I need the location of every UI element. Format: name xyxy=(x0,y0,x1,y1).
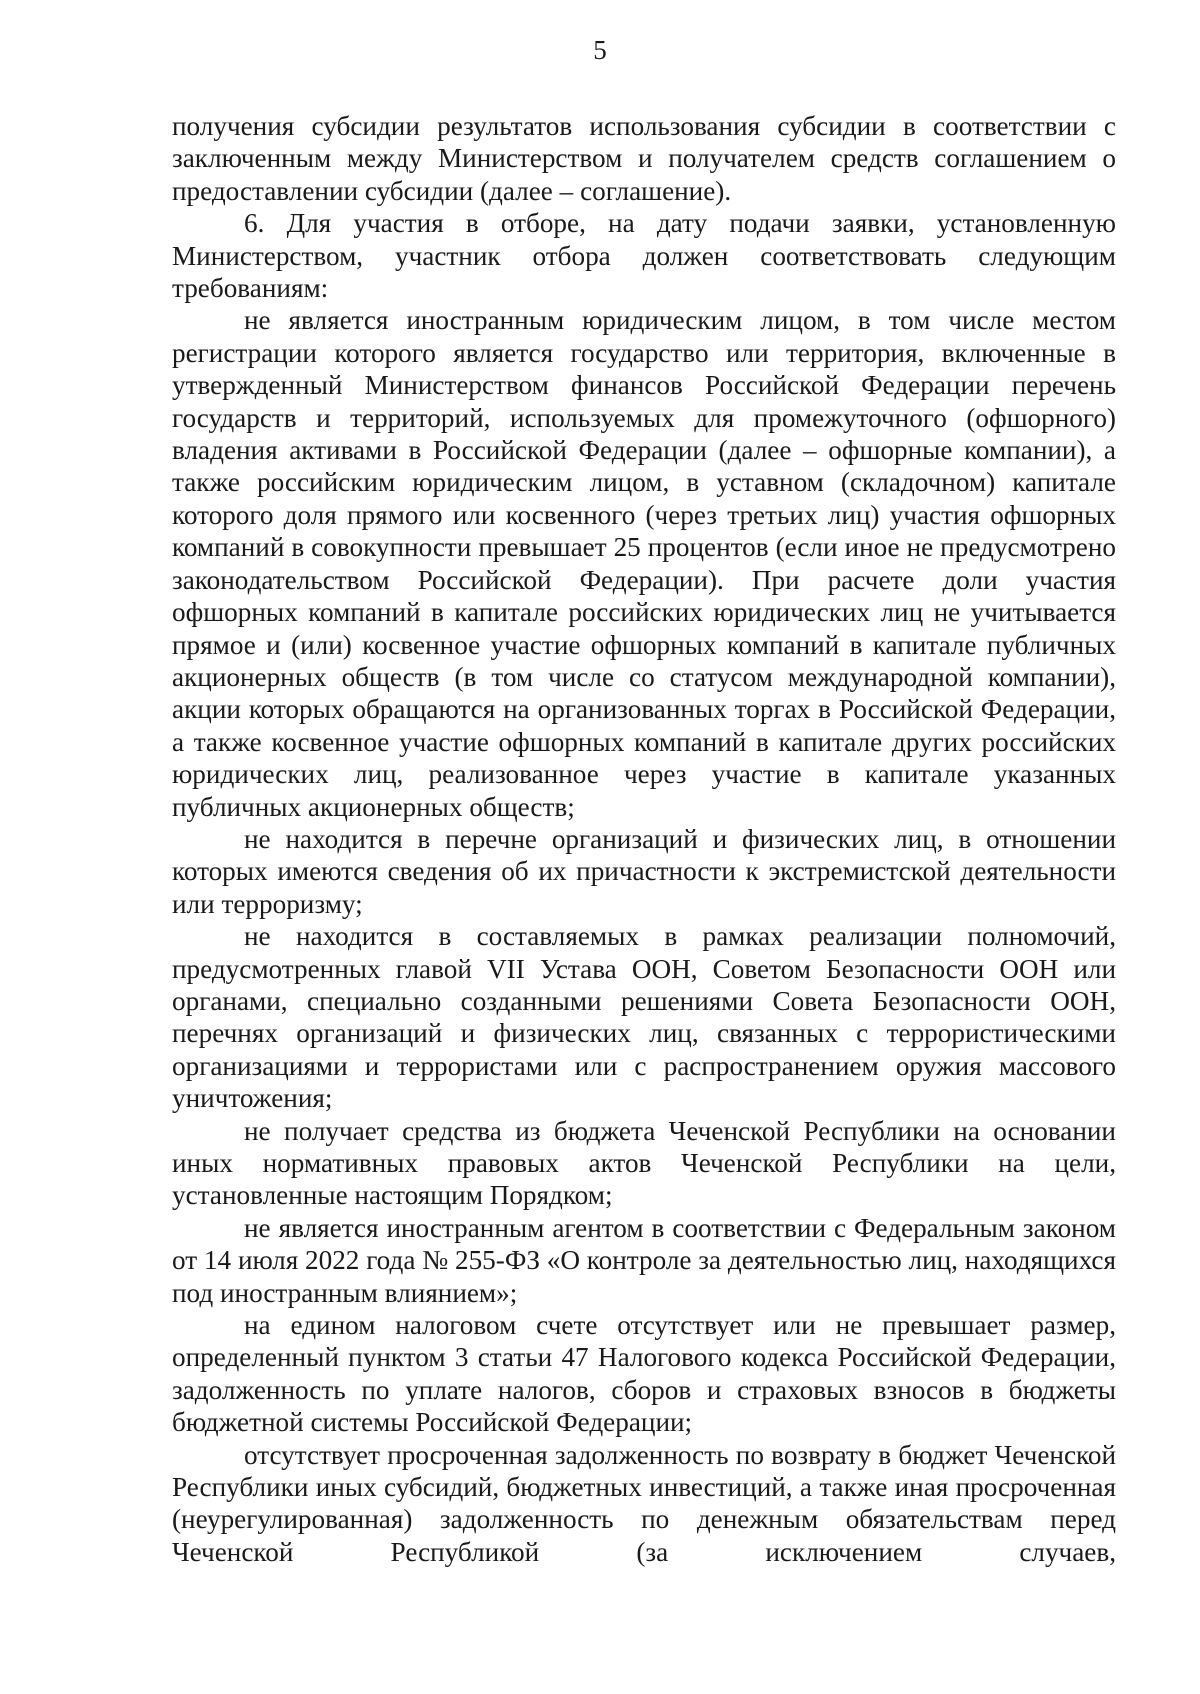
paragraph-item-6: 6. Для участия в отборе, на дату подачи заявки, установленную Министерством, участник отбора должен соответствовать следующим требованиям: xyxy=(172,208,1116,304)
paragraph-requirement-extremism: не находится в перечне организаций и физических лиц, в отношении которых имеются сведения об их причастности к экстремистской деятельности или терроризму; xyxy=(172,823,1116,919)
paragraph-requirement-offshore: не является иностранным юридическим лицом, в том числе местом регистрации которого является государство или территория, включенные в утвержденный Министерством финансов Российской Федерации перечень государств и территорий, используемых для промежуточного (офшорного) владения активами в Российской Федерации (далее – офшорные компании), а также российским юридическим лицом, в уставном (складочном) капитале которого доля прямого или косвенного (через третьих лиц) участия офшорных компаний в совокупности превышает 25 процентов (если иное не предусмотрено законодательством Российской Федерации). При расчете доли участия офшорных компаний в капитале российских юридических лиц не учитывается прямое и (или) косвенное участие офшорных компаний в капитале публичных акционерных обществ (в том числе со статусом международной компании), акции которых обращаются на организованных торгах в Российской Федерации, а также косвенное участие офшорных компаний в капитале других российских юридических лиц, реализованное через участие в капитале указанных публичных акционерных обществ; xyxy=(172,305,1116,822)
paragraph-requirement-foreign-agent: не является иностранным агентом в соответствии с Федеральным законом от 14 июля 2022 года № 255-ФЗ «О контроле за деятельностью лиц, находящихся под иностранным влиянием»; xyxy=(172,1212,1116,1308)
document-body xyxy=(172,110,1116,1568)
paragraph-requirement-un-lists: не находится в составляемых в рамках реализации полномочий, предусмотренных главой VII Устава ООН, Советом Безопасности ООН или органами, специально созданными решениями Совета Безопасности ООН, перечнях организаций и физических лиц, связанных с террористическими организациями и террористами или с распространением оружия массового уничтожения; xyxy=(172,921,1116,1114)
page-number: 5 xyxy=(593,35,607,65)
paragraph-requirement-tax-debt: на едином налоговом счете отсутствует или не превышает размер, определенный пунктом 3 статьи 47 Налогового кодекса Российской Федерации, задолженность по уплате налогов, сборов и страховых взносов в бюджеты бюджетной системы Российской Федерации; xyxy=(172,1310,1116,1438)
paragraph-requirement-overdue-debt: отсутствует просроченная задолженность по возврату в бюджет Чеченской Республики иных субсидий, бюджетных инвестиций, а также иная просроченная (неурегулированная) задолженность по денежным обязательствам перед Чеченской Республикой (за исключением случаев, xyxy=(172,1439,1116,1567)
paragraph-continuation: получения субсидии результатов использования субсидии в соответствии с заключенным между Министерством и получателем средств соглашением о предоставлении субсидии (далее – соглашение). xyxy=(172,111,1116,206)
paragraph-requirement-budget-funds: не получает средства из бюджета Чеченской Республики на основании иных нормативных правовых актов Чеченской Республики на цели, установленные настоящим Порядком; xyxy=(172,1115,1116,1211)
